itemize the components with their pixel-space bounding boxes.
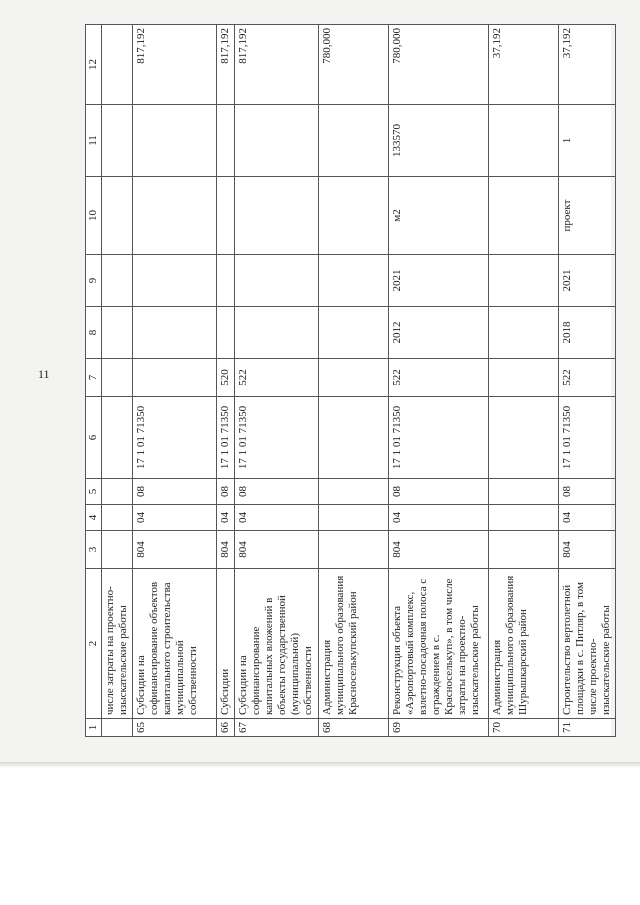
table-cell <box>101 105 132 177</box>
table-cell <box>318 531 388 569</box>
page-number: 11 <box>38 367 50 381</box>
table-cell: 17 1 01 71350 <box>234 397 318 479</box>
column-header-5: 5 <box>86 479 102 505</box>
table-cell: 37,192 <box>488 25 558 105</box>
table-cell <box>132 177 216 255</box>
table-cell: 04 <box>388 505 488 531</box>
table-cell: 04 <box>234 505 318 531</box>
table-cell <box>318 397 388 479</box>
column-header-12: 12 <box>86 25 102 105</box>
table-cell: 65 <box>132 719 216 737</box>
table-cell <box>234 255 318 307</box>
table-cell <box>318 105 388 177</box>
table-cell: 522 <box>234 359 318 397</box>
table-cell: Реконструкция объекта «Аэропортовый комплекс, взлетно-посадочная полоса с ограждением в с. Красноселькуп», в том числе затраты на проектно-изыскательские работы <box>388 569 488 719</box>
table-cell <box>101 177 132 255</box>
table-cell: 804 <box>388 531 488 569</box>
table-cell: 2021 <box>388 255 488 307</box>
table-cell: 08 <box>388 479 488 505</box>
table-cell: м2 <box>388 177 488 255</box>
table-cell: 04 <box>216 505 234 531</box>
column-header-10: 10 <box>86 177 102 255</box>
table-cell: Строительство вертолетной площадки в с. Питляр, в том числе проектно-изыскательские работы <box>558 569 615 719</box>
table-cell <box>101 25 132 105</box>
table-cell <box>318 255 388 307</box>
budget-table <box>85 24 616 737</box>
table-row <box>558 25 615 737</box>
table-cell: 08 <box>216 479 234 505</box>
table-cell: 817,192 <box>234 25 318 105</box>
rotated-table-container <box>85 25 611 737</box>
table-cell: 2021 <box>558 255 615 307</box>
table-cell <box>488 397 558 479</box>
table-cell: Субсидии <box>216 569 234 719</box>
table-cell: 69 <box>388 719 488 737</box>
table-cell <box>318 359 388 397</box>
table-header-row <box>86 25 102 737</box>
table-cell: 2018 <box>558 307 615 359</box>
table-cell <box>234 105 318 177</box>
table-cell <box>318 479 388 505</box>
table-cell: 08 <box>558 479 615 505</box>
table-cell: 37,192 <box>558 25 615 105</box>
column-header-6: 6 <box>86 397 102 479</box>
table-cell: 133570 <box>388 105 488 177</box>
table-cell <box>101 359 132 397</box>
table-cell <box>132 105 216 177</box>
table-cell: 804 <box>558 531 615 569</box>
table-cell: 780,000 <box>318 25 388 105</box>
column-header-3: 3 <box>86 531 102 569</box>
table-cell: 17 1 01 71350 <box>388 397 488 479</box>
table-cell <box>488 177 558 255</box>
table-row <box>234 25 318 737</box>
table-cell: 2012 <box>388 307 488 359</box>
table-cell: 66 <box>216 719 234 737</box>
table-row <box>318 25 388 737</box>
table-cell <box>101 531 132 569</box>
table-cell: 1 <box>558 105 615 177</box>
table-cell: 70 <box>488 719 558 737</box>
column-header-1: 1 <box>86 719 102 737</box>
table-cell <box>101 307 132 359</box>
table-row <box>132 25 216 737</box>
table-row <box>101 25 132 737</box>
table-cell: 17 1 01 71350 <box>132 397 216 479</box>
table-cell <box>216 307 234 359</box>
table-cell <box>132 307 216 359</box>
table-cell: Субсидии на софинансирование объектов капитального строительства муниципальной собственности <box>132 569 216 719</box>
table-cell <box>488 531 558 569</box>
table-cell: 17 1 01 71350 <box>558 397 615 479</box>
table-cell: Администрация муниципального образования Красноселькупский район <box>318 569 388 719</box>
table-cell <box>132 255 216 307</box>
column-header-4: 4 <box>86 505 102 531</box>
scan-edge <box>0 762 640 768</box>
table-cell <box>132 359 216 397</box>
table-cell: 68 <box>318 719 388 737</box>
table-cell <box>216 105 234 177</box>
table-cell: 817,192 <box>216 25 234 105</box>
table-cell: 08 <box>132 479 216 505</box>
column-header-8: 8 <box>86 307 102 359</box>
table-cell <box>318 505 388 531</box>
table-cell: 804 <box>216 531 234 569</box>
table-cell: 817,192 <box>132 25 216 105</box>
column-header-7: 7 <box>86 359 102 397</box>
table-cell <box>488 255 558 307</box>
table-cell <box>488 359 558 397</box>
column-header-9: 9 <box>86 255 102 307</box>
table-cell <box>101 719 132 737</box>
column-header-2: 2 <box>86 569 102 719</box>
table-cell: 67 <box>234 719 318 737</box>
table-cell <box>101 479 132 505</box>
table-cell: 804 <box>132 531 216 569</box>
table-cell: 04 <box>558 505 615 531</box>
table-cell: 08 <box>234 479 318 505</box>
table-cell: 522 <box>558 359 615 397</box>
table-row <box>388 25 488 737</box>
column-header-11: 11 <box>86 105 102 177</box>
table-cell: числе затраты на проектно-изыскательские работы <box>101 569 132 719</box>
table-cell <box>101 505 132 531</box>
table-cell <box>488 307 558 359</box>
table-cell <box>234 177 318 255</box>
table-cell: Администрация муниципального образования Шурышкарский район <box>488 569 558 719</box>
table-cell: 71 <box>558 719 615 737</box>
table-cell <box>216 255 234 307</box>
table-cell: 804 <box>234 531 318 569</box>
table-cell <box>234 307 318 359</box>
table-cell <box>101 255 132 307</box>
table-cell <box>216 177 234 255</box>
table-cell: Субсидии на софинансирование капитальных вложений в объекты государственной (муниципальной) собственности <box>234 569 318 719</box>
table-cell <box>101 397 132 479</box>
table-cell <box>318 177 388 255</box>
table-row <box>488 25 558 737</box>
table-cell: проект <box>558 177 615 255</box>
table-cell <box>488 505 558 531</box>
table-cell <box>318 307 388 359</box>
table-cell <box>488 479 558 505</box>
table-cell: 520 <box>216 359 234 397</box>
table-row <box>216 25 234 737</box>
table-cell <box>488 105 558 177</box>
table-cell: 04 <box>132 505 216 531</box>
table-cell: 522 <box>388 359 488 397</box>
table-cell: 17 1 01 71350 <box>216 397 234 479</box>
table-cell: 780,000 <box>388 25 488 105</box>
